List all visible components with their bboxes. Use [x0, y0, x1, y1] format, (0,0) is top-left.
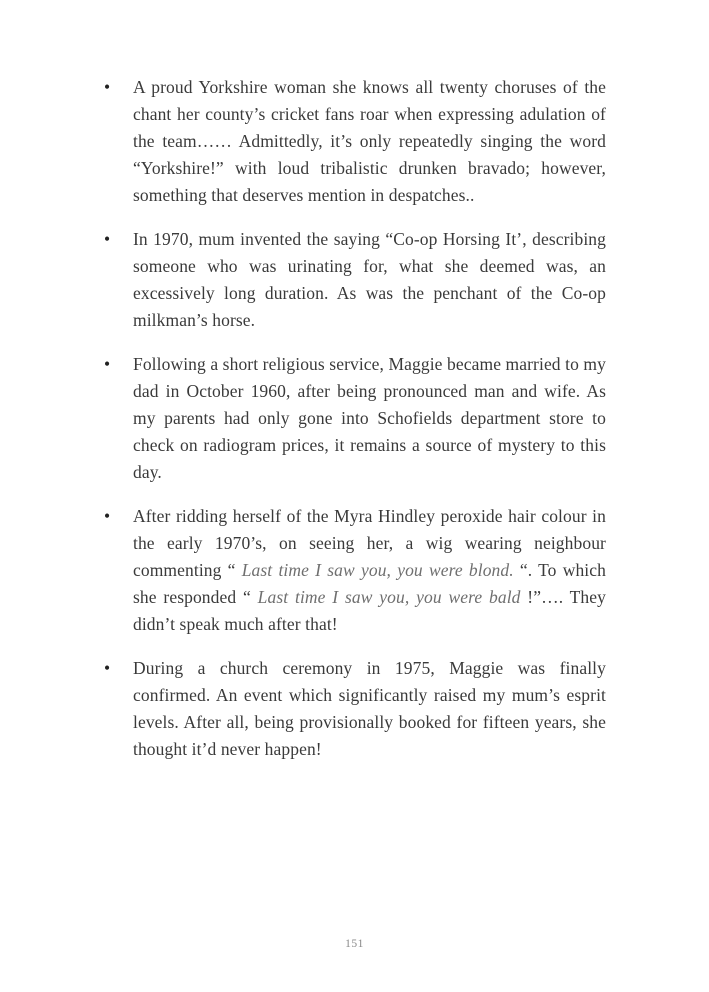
bullet-item [104, 226, 606, 334]
bullet-list [104, 74, 606, 763]
bullet-item [104, 503, 606, 638]
page-number: 151 [345, 938, 364, 950]
bullet-paragraph [133, 226, 606, 334]
bullet-paragraph [133, 74, 606, 209]
paragraph-text: In 1970, mum invented the saying “Co-op Horsing It’, describing someone who was urinating for, what she deemed was, an excessively long duration. As was the penchant of the Co-op milkman’s horse. [133, 229, 606, 330]
paragraph-text: “. To which she responded “ [133, 560, 606, 607]
bullet-icon: • [104, 77, 111, 97]
bullet-icon: • [104, 506, 111, 526]
paragraph-text: A proud Yorkshire woman she knows all twenty choruses of the chant her county’s cricket fans roar when expressing adulation of the team…… Admittedly, it’s only repeatedly singing the word “Yorkshire!” with loud tribalistic drunken bravado; however, something that deserves mention in despatches.. [133, 77, 606, 205]
bullet-icon: • [104, 658, 111, 678]
paragraph-text: !”…. They didn’t speak much after that! [133, 587, 606, 634]
bullet-icon: • [104, 229, 111, 249]
bullet-paragraph [133, 351, 606, 486]
italic-quote-text: Last time I saw you, you were blond. [241, 560, 514, 580]
bullet-paragraph [133, 655, 606, 763]
bullet-paragraph [133, 503, 606, 638]
bullet-icon: • [104, 354, 111, 374]
paragraph-text: After ridding herself of the Myra Hindley peroxide hair colour in the early 1970’s, on seeing her, a wig wearing neighbour commenting “ [133, 506, 606, 580]
paragraph-text: Following a short religious service, Maggie became married to my dad in October 1960, after being pronounced man and wife. As my parents had only gone into Schofields department store to check on radiogram prices, it remains a source of mystery to this day. [133, 354, 606, 482]
paragraph-text: During a church ceremony in 1975, Maggie was finally confirmed. An event which significantly raised my mum’s esprit levels. After all, being provisionally booked for fifteen years, she thought it’d never happen! [133, 658, 606, 759]
bullet-item [104, 351, 606, 486]
bullet-item [104, 655, 606, 763]
italic-quote-text: Last time I saw you, you were bald [257, 587, 521, 607]
bullet-item [104, 74, 606, 209]
